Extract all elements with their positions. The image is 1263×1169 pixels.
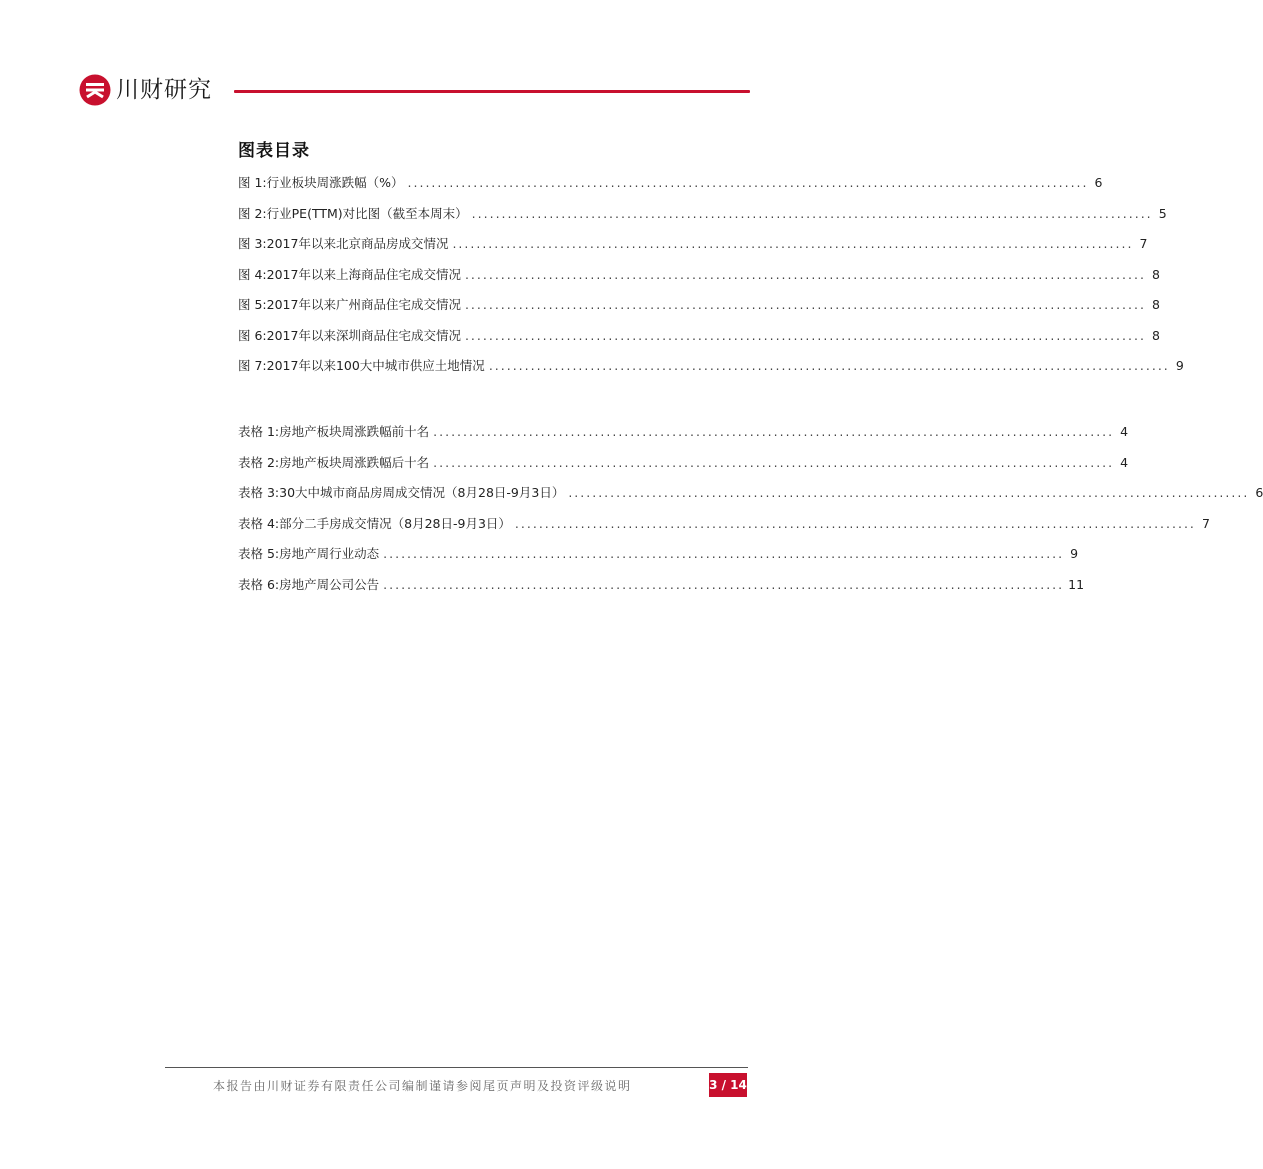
page-number-badge: 3 / 14 xyxy=(709,1073,747,1097)
toc-entry-title: 行业板块周涨跌幅（%） xyxy=(266,175,404,190)
toc-entry-figure-7[interactable] xyxy=(238,355,1184,386)
toc-entry-figure-5[interactable] xyxy=(238,294,1160,325)
dot-leader: .................................................................................................................. xyxy=(488,358,1170,373)
toc-entry-table-3[interactable] xyxy=(238,482,1263,513)
toc-title: 图表目录 xyxy=(238,141,310,161)
dot-leader: .................................................................................................................. xyxy=(452,236,1134,251)
toc-entry-title: 房地产周行业动态 xyxy=(279,546,380,561)
toc-entry-prefix: 表格 2: xyxy=(238,454,280,470)
toc-entry-title: 房地产板块周涨跌幅后十名 xyxy=(279,454,430,470)
toc-entry-page: 8 xyxy=(1151,297,1160,312)
toc-entry-figure-4[interactable] xyxy=(238,264,1160,295)
figure-list xyxy=(238,172,1184,386)
toc-entry-table-1[interactable] xyxy=(238,421,1129,452)
chuancai-logo-icon xyxy=(79,74,111,106)
toc-entry-prefix: 图 7: xyxy=(238,358,267,373)
brand-name: 川财研究 xyxy=(116,77,212,103)
toc-entry-prefix: 表格 4: xyxy=(238,515,280,531)
toc-entry-table-2[interactable] xyxy=(238,452,1129,483)
dot-leader: .................................................................................................................. xyxy=(471,205,1153,221)
toc-entry-page: 9 xyxy=(1175,358,1184,373)
toc-entry-figure-1[interactable] xyxy=(238,172,1103,203)
dot-leader: .................................................................................................................. xyxy=(383,576,1065,592)
toc-entry-page: 4 xyxy=(1120,424,1129,439)
dot-leader: .................................................................................................................. xyxy=(464,327,1146,343)
toc-entry-page: 8 xyxy=(1151,266,1160,282)
toc-entry-prefix: 表格 1: xyxy=(238,424,280,439)
dot-leader: .................................................................................................................. xyxy=(433,454,1115,470)
toc-entry-page: 6 xyxy=(1094,175,1103,190)
toc-entry-title: 2017年以来100大中城市供应土地情况 xyxy=(266,358,485,373)
toc-entry-page: 6 xyxy=(1255,485,1263,500)
toc-entry-title: 2017年以来上海商品住宅成交情况 xyxy=(266,266,461,282)
toc-entry-table-4[interactable] xyxy=(238,513,1210,544)
toc-entry-prefix: 图 4: xyxy=(238,266,267,282)
header-rule xyxy=(234,90,750,93)
toc-entry-title: 房地产板块周涨跌幅前十名 xyxy=(279,424,430,439)
footer-disclaimer: 本报告由川财证券有限责任公司编制谨请参阅尾页声明及投资评级说明 xyxy=(213,1079,632,1093)
dot-leader: .................................................................................................................. xyxy=(464,266,1146,282)
toc-entry-title: 房地产周公司公告 xyxy=(279,576,380,592)
table-list xyxy=(238,421,1263,604)
toc-entry-prefix: 图 3: xyxy=(238,236,267,251)
toc-entry-page: 7 xyxy=(1139,236,1148,251)
toc-entry-figure-3[interactable] xyxy=(238,233,1148,264)
dot-leader: .................................................................................................................. xyxy=(514,515,1196,531)
toc-entry-figure-6[interactable] xyxy=(238,325,1160,356)
toc-entry-page: 7 xyxy=(1201,515,1210,531)
dot-leader: .................................................................................................................. xyxy=(464,297,1146,312)
footer-rule xyxy=(165,1067,748,1068)
toc-entry-figure-2[interactable] xyxy=(238,203,1167,234)
toc-entry-title: 2017年以来广州商品住宅成交情况 xyxy=(266,297,461,312)
toc-entry-title: 行业PE(TTM)对比图（截至本周末） xyxy=(266,205,468,221)
toc-entry-table-6[interactable] xyxy=(238,574,1085,605)
dot-leader: .................................................................................................................. xyxy=(568,485,1250,500)
toc-entry-table-5[interactable] xyxy=(238,543,1079,574)
toc-entry-title: 30大中城市商品房周成交情况（8月28日-9月3日） xyxy=(279,485,565,500)
toc-entry-prefix: 图 6: xyxy=(238,327,267,343)
toc-entry-prefix: 表格 6: xyxy=(238,576,280,592)
toc-entry-prefix: 表格 3: xyxy=(238,485,280,500)
toc-entry-title: 2017年以来深圳商品住宅成交情况 xyxy=(266,327,461,343)
toc-entry-prefix: 图 2: xyxy=(238,205,267,221)
toc-entry-page: 11 xyxy=(1068,576,1085,592)
toc-entry-prefix: 图 1: xyxy=(238,175,267,190)
toc-entry-page: 9 xyxy=(1070,546,1079,561)
toc-entry-prefix: 图 5: xyxy=(238,297,267,312)
toc-entry-title: 部分二手房成交情况（8月28日-9月3日） xyxy=(279,515,511,531)
toc-entry-page: 5 xyxy=(1158,205,1167,221)
toc-entry-prefix: 表格 5: xyxy=(238,546,280,561)
toc-entry-title: 2017年以来北京商品房成交情况 xyxy=(266,236,449,251)
toc-entry-page: 8 xyxy=(1151,327,1160,343)
dot-leader: .................................................................................................................. xyxy=(407,175,1089,190)
toc-entry-page: 4 xyxy=(1120,454,1129,470)
dot-leader: .................................................................................................................. xyxy=(433,424,1115,439)
dot-leader: .................................................................................................................. xyxy=(383,546,1065,561)
